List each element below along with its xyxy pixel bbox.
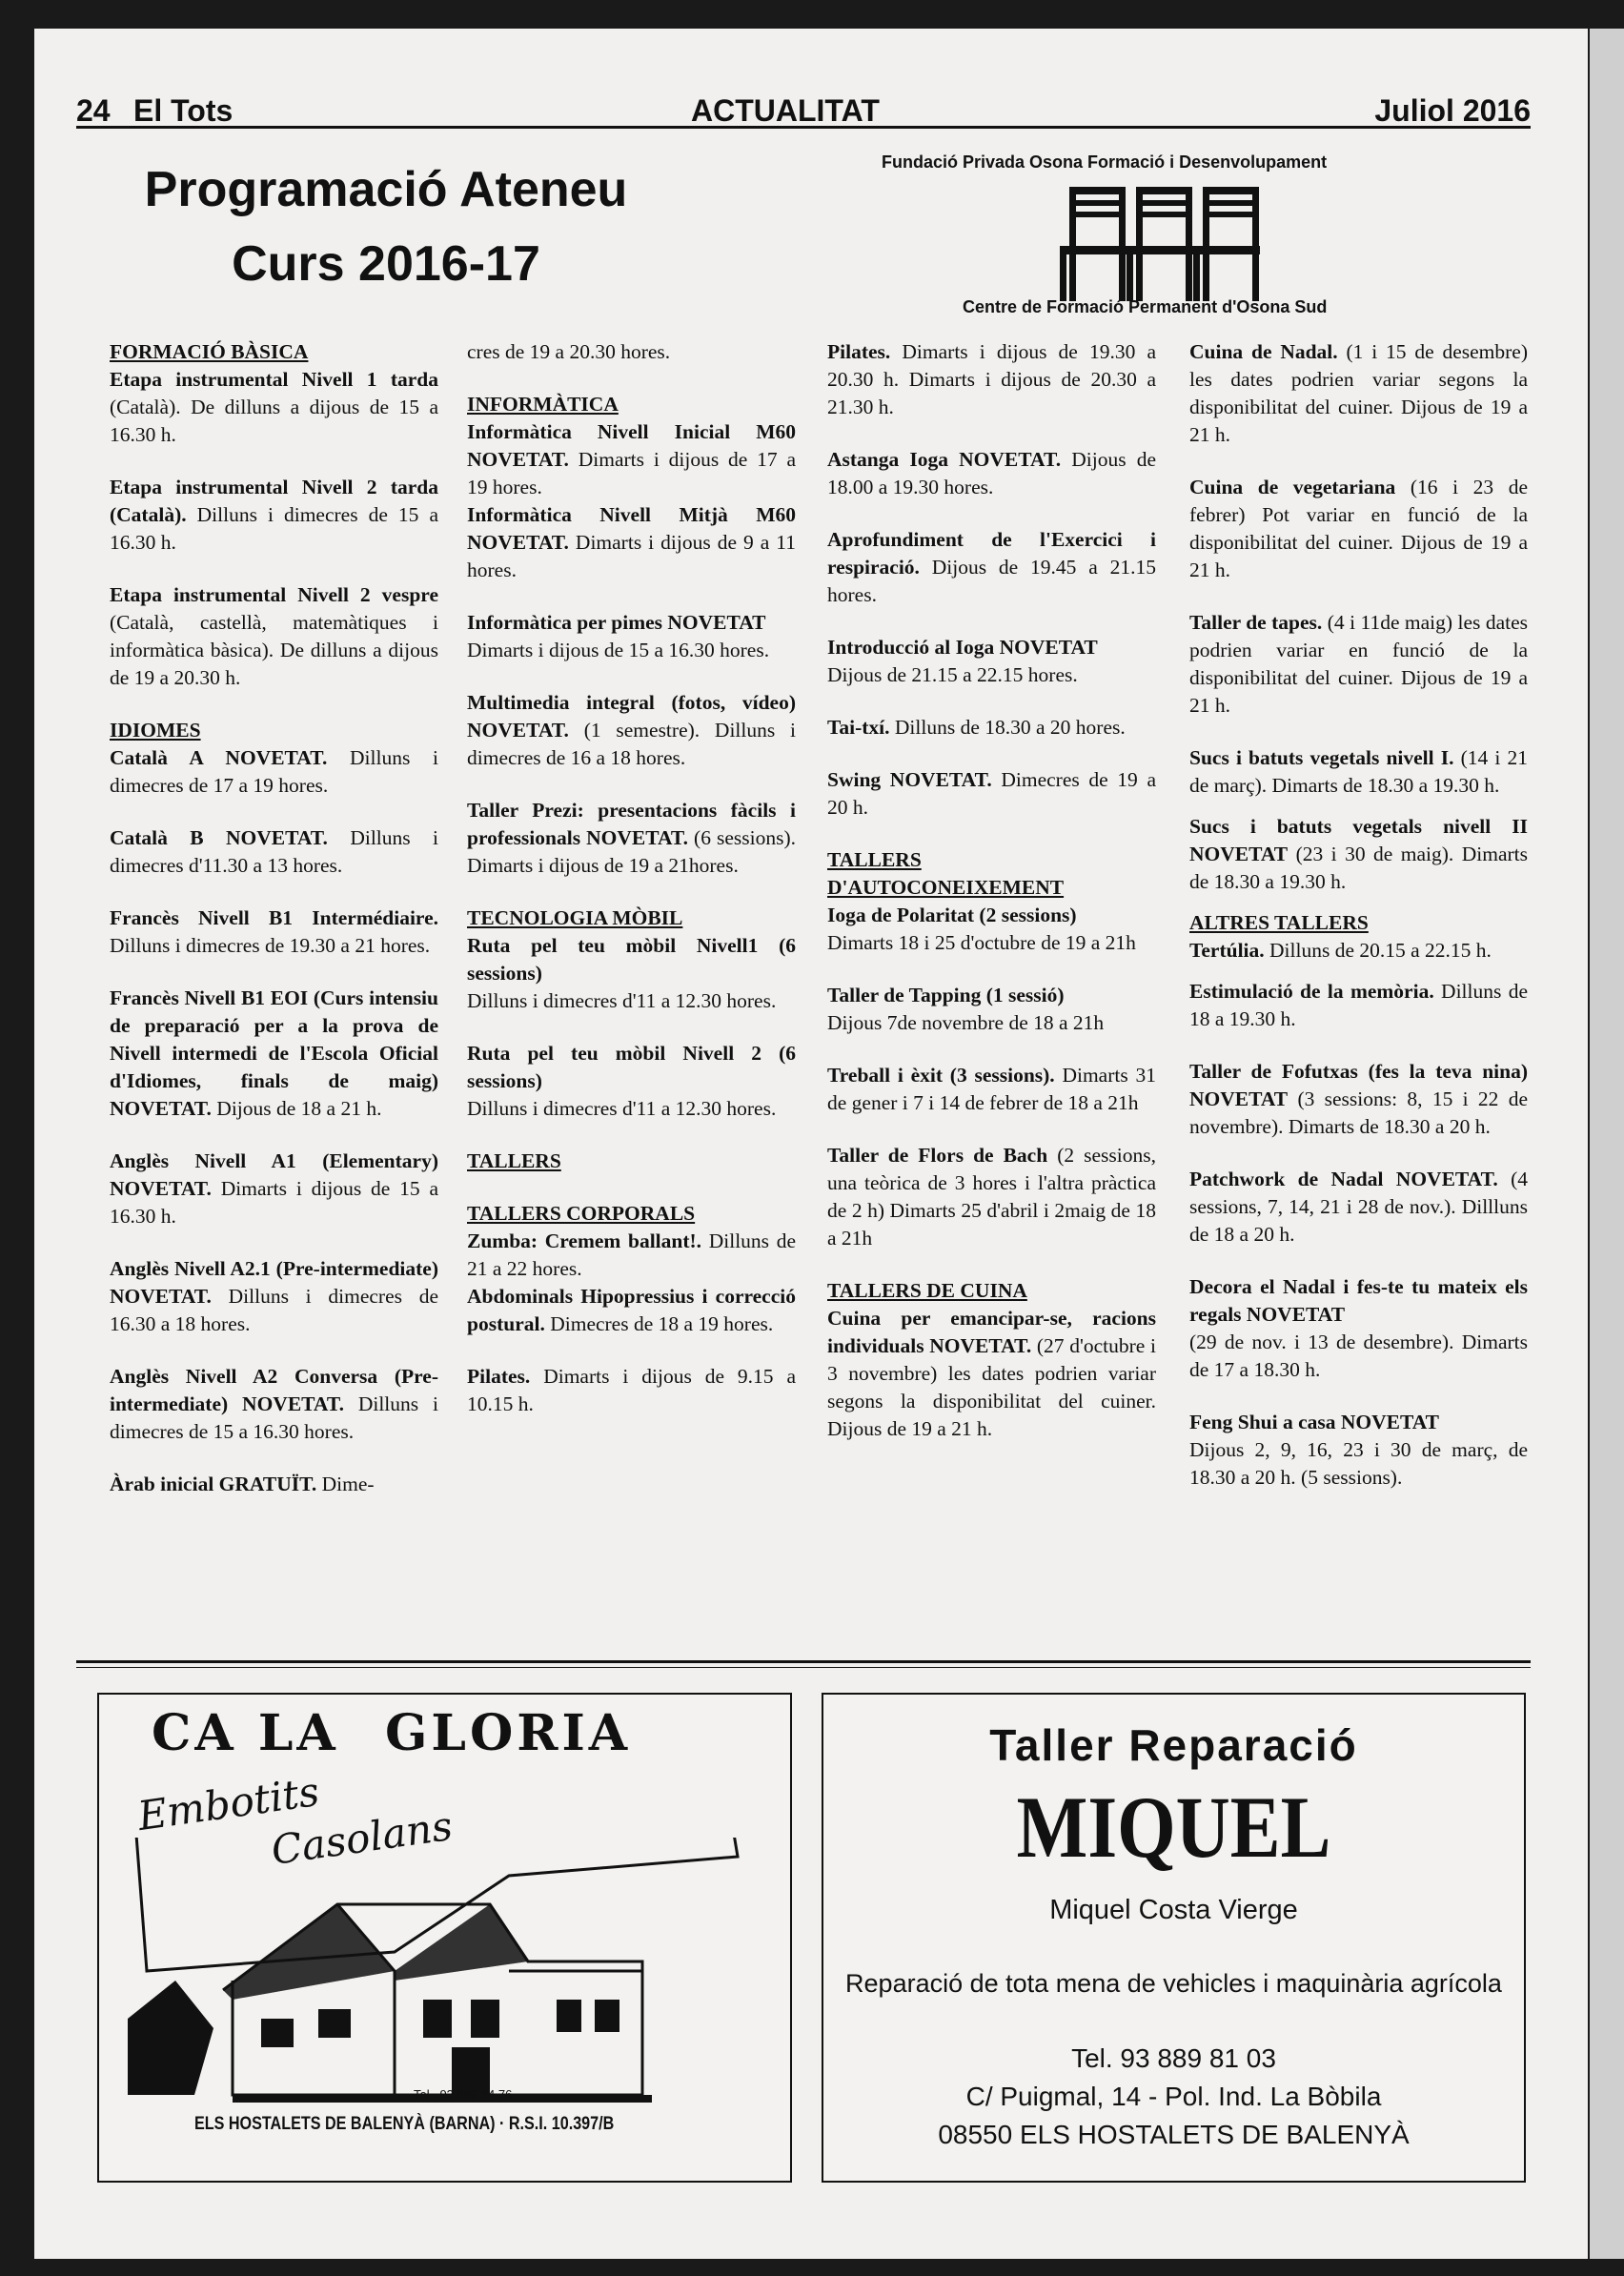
- gloria-phone: Tel . 93 889 84 76: [414, 2087, 513, 2102]
- column-2: [467, 338, 796, 1418]
- gloria-title-b: GLORIA: [385, 1704, 632, 1762]
- heading-altres-tallers: ALTRES TALLERS: [1189, 911, 1369, 934]
- miquel-city: 08550 ELS HOSTALETS DE BALENYÀ: [938, 2120, 1410, 2149]
- title-line-1: Programació Ateneu: [144, 162, 628, 217]
- course-entry: Anglès Nivell A2 Conversa (Pre-intermediate) NOVETAT. Dilluns i dimecres de 15 a 16.30 hores.: [110, 1365, 438, 1443]
- issue-date: Juliol 2016: [1374, 93, 1531, 128]
- next-page-edge: [1590, 29, 1624, 2259]
- course-entry: Taller Prezi: presentacions fàcils i professionals NOVETAT. (6 sessions). Dimarts i dijous de 19 a 21hores.: [467, 799, 796, 877]
- page-number: 24: [76, 93, 111, 128]
- column-4: [1189, 338, 1528, 1492]
- course-entry: Ruta pel teu mòbil Nivell 2 (6 sessions) Dilluns i dimecres d'11 a 12.30 hores.: [467, 1042, 796, 1120]
- course-entry: Sucs i batuts vegetals nivell II NOVETAT (23 i 30 de maig). Dimarts de 18.30 a 19.30 h.: [1189, 815, 1528, 893]
- column-3: [827, 338, 1156, 1443]
- course-entry: Estimulació de la memòria. Dilluns de 18 a 19.30 h.: [1189, 980, 1528, 1030]
- course-entry: Zumba: Cremem ballant!. Dilluns de 21 a 22 hores.: [467, 1229, 797, 1280]
- column-1: [110, 338, 438, 1498]
- gloria-subtitle-2: Casolans: [268, 1801, 456, 1875]
- course-entry: Etapa instrumental Nivell 2 tarda (Català). Dilluns i dimecres de 15 a 16.30 h.: [110, 476, 438, 554]
- course-entry: Taller de Flors de Bach (2 sessions, una teòrica de 3 hores i l'altra pràctica de 2 h) Dimarts 25 d'abril i 2maig de 18 a 21h: [827, 1144, 1156, 1250]
- title-line-2: Curs 2016-17: [232, 236, 540, 292]
- course-entry: Àrab inicial GRATUÏT. Dime-: [110, 1473, 375, 1495]
- course-entry: Etapa instrumental Nivell 1 tarda (Català). De dilluns a dijous de 15 a 16.30 h.: [110, 368, 438, 446]
- course-entry: Cuina de Nadal. (1 i 15 de desembre) les dates podrien variar segons la disponibilitat del cuiner. Dijous de 19 a 21 h.: [1189, 340, 1528, 446]
- course-entry: Feng Shui a casa NOVETAT Dijous 2, 9, 16, 23 i 30 de març, de 18.30 a 20 h. (5 sessions).: [1189, 1411, 1528, 1489]
- gloria-title-a: CA LA: [152, 1704, 339, 1762]
- heading-informatica: INFORMÀTICA: [467, 393, 619, 416]
- course-entry: Pilates. Dimarts i dijous de 19.30 a 20.30 h. Dimarts i dijous de 20.30 a 21.30 h.: [827, 340, 1156, 418]
- heading-formacio-basica: FORMACIÓ BÀSICA: [110, 340, 309, 363]
- course-entry: Sucs i batuts vegetals nivell I. (14 i 21 de març). Dimarts de 18.30 a 19.30 h.: [1189, 746, 1528, 797]
- course-entry: Taller de tapes. (4 i 11de maig) les dates podrien variar en funció de la disponibilitat del cuiner. Dijous de 19 a 21 h.: [1189, 611, 1528, 717]
- ad-taller-miquel: [822, 1693, 1526, 2183]
- miquel-phone: Tel. 93 889 81 03: [1071, 2043, 1276, 2073]
- course-entry: Introducció al Ioga NOVETAT Dijous de 21.15 a 22.15 hores.: [827, 636, 1098, 686]
- page-header: [76, 65, 1531, 129]
- miquel-address: C/ Puigmal, 14 - Pol. Ind. La Bòbila: [965, 2082, 1382, 2111]
- foundation-name: Fundació Privada Osona Formació i Desenvolupament: [882, 152, 1328, 172]
- heading-idiomes: IDIOMES: [110, 719, 201, 742]
- course-entry: Cuina de vegetariana (16 i 23 de febrer) Pot variar en funció de la disponibilitat del cuiner. Dijous de 19 a 21 h.: [1189, 476, 1528, 581]
- course-entry: Anglès Nivell A2.1 (Pre-intermediate) NOVETAT. Dilluns i dimecres de 16.30 a 18 hores.: [110, 1257, 438, 1335]
- section-name: ACTUALITAT: [691, 93, 880, 128]
- miquel-description: Reparació de tota mena de vehicles i maquinària agrícola: [845, 1969, 1502, 1998]
- miquel-name: MIQUEL: [1016, 1778, 1331, 1876]
- course-entry: Tai-txí. Dilluns de 18.30 a 20 hores.: [827, 716, 1126, 739]
- course-entry: Swing NOVETAT. Dimecres de 19 a 20 h.: [827, 768, 1156, 819]
- course-entry: Francès Nivell B1 Intermédiaire. Dilluns i dimecres de 19.30 a 21 hores.: [110, 906, 438, 957]
- course-entry: Tertúlia. Dilluns de 20.15 a 22.15 h.: [1189, 939, 1492, 962]
- course-entry: Abdominals Hipopressius i correcció postural. Dimecres de 18 a 19 hores.: [467, 1285, 796, 1335]
- course-entry: Astanga Ioga NOVETAT. Dijous de 18.00 a 19.30 hores.: [827, 448, 1156, 498]
- section-divider: [76, 1660, 1531, 1663]
- publication-name: El Tots: [133, 93, 233, 128]
- course-entry: Cuina per emancipar-se, racions individuals NOVETAT. (27 d'octubre i 3 novembre) les dates podrien variar segons la disponibilitat del cuiner. Dijous de 19 a 21 h.: [827, 1307, 1156, 1440]
- course-entry: Català B NOVETAT. Dilluns i dimecres d'11.30 a 13 hores.: [110, 826, 438, 877]
- course-entry: Taller de Tapping (1 sessió) Dijous 7de novembre de 18 a 21h: [827, 984, 1105, 1034]
- miquel-owner: Miquel Costa Vierge: [1049, 1895, 1298, 1925]
- course-entry: Ioga de Polaritat (2 sessions) Dimarts 18 i 25 d'octubre de 19 a 21h: [827, 904, 1136, 954]
- course-entry: Aprofundiment de l'Exercici i respiració. Dijous de 19.45 a 21.15 hores.: [827, 528, 1156, 606]
- course-entry: Català A NOVETAT. Dilluns i dimecres de 17 a 19 hores.: [110, 746, 438, 797]
- course-entry: Ruta pel teu mòbil Nivell1 (6 sessions) Dilluns i dimecres d'11 a 12.30 hores.: [467, 934, 796, 1012]
- three-chairs-icon: [1058, 187, 1263, 301]
- course-entry: Pilates. Dimarts i dijous de 9.15 a 10.15 h.: [467, 1365, 796, 1415]
- heading-tallers: TALLERS: [467, 1149, 561, 1172]
- course-entry: Decora el Nadal i fes-te tu mateix els regals NOVETAT (29 de nov. i 13 de desembre). Dimarts de 17 a 18.30 h.: [1189, 1275, 1528, 1381]
- section-divider-thin: [76, 1667, 1531, 1668]
- gloria-footer: ELS HOSTALETS DE BALENYÀ (BARNA) · R.S.I. 10.397/B: [194, 2114, 615, 2134]
- course-entry: Francès Nivell B1 EOI (Curs intensiu de preparació per a la prova de Nivell intermedi de l'Escola Oficial d'Idiomes, finals de maig) NOVETAT. Dijous de 18 a 21 h.: [110, 986, 438, 1120]
- heading-tallers-autoconeixement: TALLERS D'AUTOCONEIXEMENT: [827, 848, 1065, 899]
- farmhouse-drawing-icon: [109, 1838, 776, 2124]
- course-entry: Taller de Fofutxas (fes la teva nina) NOVETAT (3 sessions: 8, 15 i 22 de novembre). Dimarts de 18.30 a 20 h.: [1189, 1060, 1528, 1138]
- centre-name: Centre de Formació Permanent d'Osona Sud: [963, 297, 1328, 316]
- heading-tallers-cuina: TALLERS DE CUINA: [827, 1279, 1027, 1302]
- course-entry: Anglès Nivell A1 (Elementary) NOVETAT. Dimarts i dijous de 15 a 16.30 h.: [110, 1149, 438, 1228]
- ad-ca-la-gloria: [97, 1693, 792, 2183]
- course-entry: Informàtica Nivell Inicial M60 NOVETAT. Dimarts i dijous de 17 a 19 hores.: [467, 420, 796, 498]
- heading-tallers-corporals: TALLERS CORPORALS: [467, 1202, 696, 1225]
- course-entry: Treball i èxit (3 sessions). Dimarts 31 de gener i 7 i 14 de febrer de 18 a 21h: [827, 1064, 1156, 1114]
- course-entry: Informàtica per pimes NOVETAT Dimarts i dijous de 15 a 16.30 hores.: [467, 611, 770, 661]
- course-entry: cres de 19 a 20.30 hores.: [467, 340, 671, 363]
- course-entry: Patchwork de Nadal NOVETAT. (4 sessions, 7, 14, 21 i 28 de nov.). Dillluns de 18 a 20 h.: [1189, 1168, 1528, 1246]
- heading-tecnologia-mobil: TECNOLOGIA MÒBIL: [467, 906, 683, 929]
- course-entry: Etapa instrumental Nivell 2 vespre (Català, castellà, matemàtiques i informàtica bàsica). De dilluns a dijous de 19 a 20.30 h.: [110, 583, 438, 689]
- course-entry: Multimedia integral (fotos, vídeo) NOVETAT. (1 semestre). Dilluns i dimecres de 16 a 18 hores.: [467, 691, 796, 769]
- course-entry: Informàtica Nivell Mitjà M60 NOVETAT. Dimarts i dijous de 9 a 11 hores.: [467, 503, 796, 581]
- article-title: [76, 152, 696, 301]
- miquel-title: Taller Reparació: [989, 1720, 1358, 1770]
- gloria-subtitle-1: Embotits: [134, 1767, 322, 1840]
